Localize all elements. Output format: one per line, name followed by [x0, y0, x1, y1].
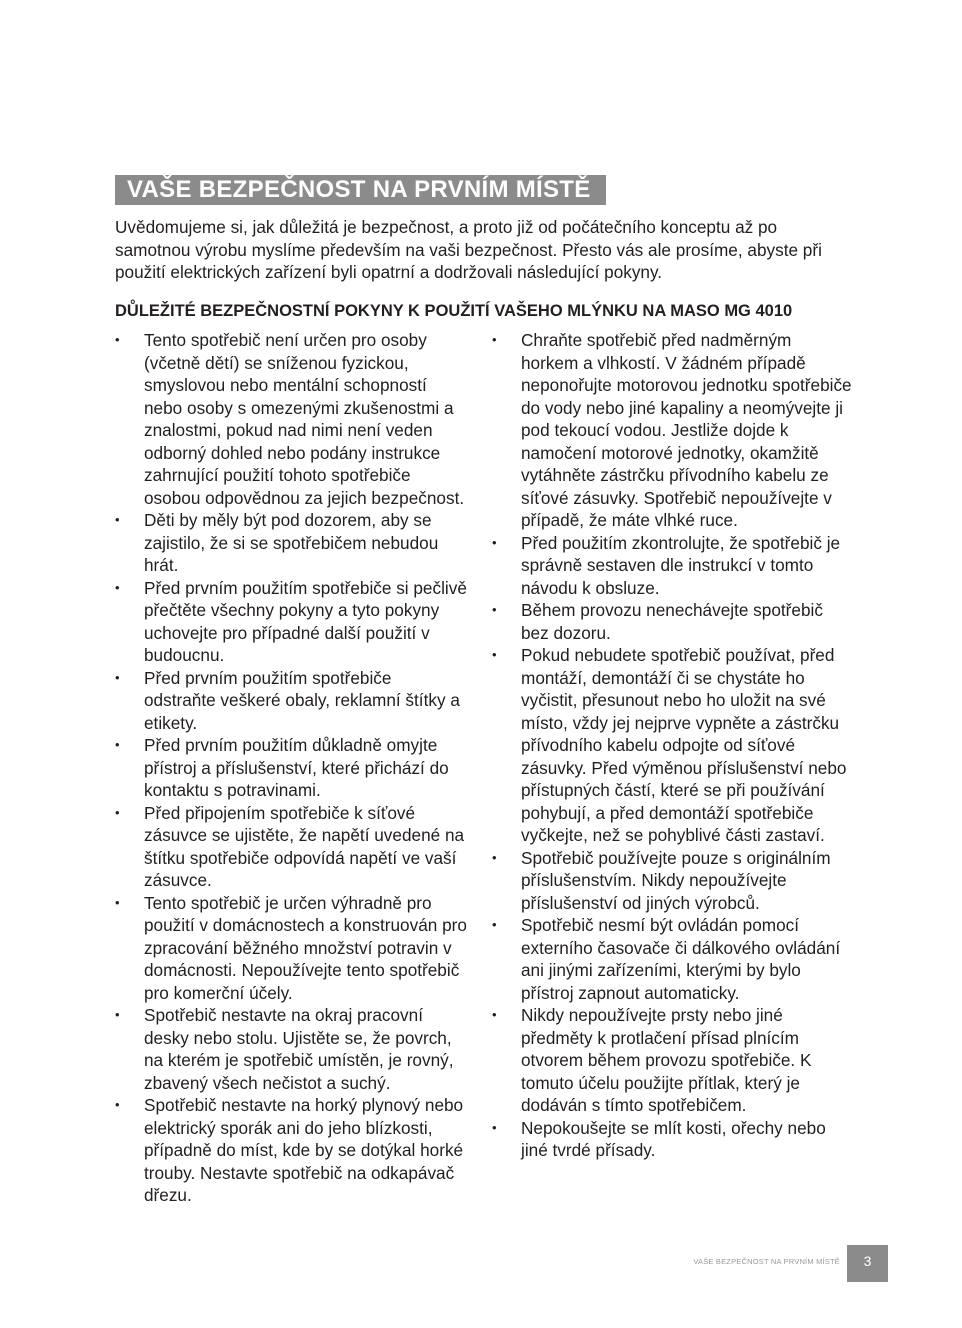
- list-item-text: Nepokoušejte se mlít kosti, ořechy nebo jiné tvrdé přísady.: [521, 1117, 826, 1160]
- bullet-icon: •: [492, 1007, 497, 1022]
- bullet-icon: •: [492, 534, 497, 550]
- section-title-banner: [115, 175, 606, 205]
- list-item: [115, 667, 467, 735]
- bullet-icon: •: [115, 894, 120, 910]
- bullet-icon: •: [492, 849, 497, 865]
- section-title: VAŠE BEZPEČNOST NA PRVNÍM MÍSTĚ: [127, 176, 591, 203]
- list-item: [115, 509, 467, 577]
- list-item: [492, 532, 852, 600]
- intro-paragraph: Uvědomujeme si, jak důležitá je bezpečnost, a proto již od počátečního konceptu až po samotnou výrobu myslíme především na vaši bezpečnost. Přesto vás ale prosíme, abyste při použití elektrických zařízení byli opatrní a dodržovali následující pokyny.: [115, 217, 822, 282]
- list-item-text: Spotřebič nestavte na horký plynový nebo elektrický sporák ani do jeho blízkosti, případně do míst, kde by se dotýkal horké trouby. Nestavte spotřebič na odkapávač dřezu.: [144, 1095, 464, 1205]
- bullet-icon: •: [115, 579, 120, 595]
- footer-section-label: VAŠE BEZPEČNOST NA PRVNÍM MÍSTĚ: [693, 1257, 840, 1266]
- list-item-text: Spotřebič používejte pouze s originálním příslušenstvím. Nikdy nepoužívejte příslušenství od jiných výrobců.: [521, 847, 831, 913]
- list-item: [115, 577, 467, 667]
- bullet-icon: •: [115, 1097, 120, 1112]
- list-item: [115, 802, 467, 892]
- list-item: [492, 1117, 852, 1162]
- bullet-icon: •: [115, 332, 120, 347]
- list-item: [492, 644, 852, 847]
- bullet-icon: •: [492, 1119, 497, 1135]
- list-item: [115, 329, 467, 509]
- bullet-icon: •: [115, 512, 120, 527]
- bullet-icon: •: [492, 647, 497, 662]
- list-item-text: Před prvním použitím spotřebiče si pečlivě přečtěte všechny pokyny a tyto pokyny uchovejte pro případné další použití v budoucnu.: [144, 577, 467, 665]
- bullet-icon: •: [492, 332, 497, 347]
- list-item: [492, 329, 852, 532]
- bullet-icon: •: [115, 804, 120, 820]
- list-item: [115, 1004, 467, 1094]
- list-item-text: Nikdy nepoužívejte prsty nebo jiné předměty k protlačení přísad plnícím otvorem během provozu spotřebiče. K tomuto účelu použijte přítlak, který je dodáván s tímto spotřebičem.: [521, 1005, 812, 1115]
- list-item-text: Spotřebič nestavte na okraj pracovní desky nebo stolu. Ujistěte se, že povrch, na kterém je spotřebič umístěn, je rovný, zbavený všech nečistot a suchý.: [144, 1005, 454, 1093]
- list-item: [115, 892, 467, 1005]
- list-item-text: Pokud nebudete spotřebič používat, před montáží, demontáží či se chystáte ho vyčistit, přesunout nebo ho uložit na své místo, vždy jej nejprve vypněte a zástrčku přívodního kabelu odpojte od síťové zásuvky. Před výměnou příslušenství nebo přístupných částí, které se při používání pohybují, a před demontáží spotřebiče vyčkejte, než se pohyblivé části zastaví.: [521, 645, 847, 845]
- list-item-text: Chraňte spotřebič před nadměrným horkem a vlhkostí. V žádném případě neponořujte motorovou jednotku spotřebiče do vody nebo jiné kapaliny a neomývejte ji pod tekoucí vodou. Jestliže dojde k namočení motorové jednotky, okamžitě vytáhněte zástrčku přívodního kabelu ze síťové zásuvky. Spotřebič nepoužívejte v případě, že máte vlhké ruce.: [521, 330, 852, 530]
- list-item-text: Před prvním použitím spotřebiče odstraňte veškeré obaly, reklamní štítky a etikety.: [144, 667, 460, 733]
- list-item: [115, 1094, 467, 1207]
- list-item: [492, 599, 852, 644]
- bullet-icon: •: [115, 669, 120, 685]
- list-item-text: Tento spotřebič je určen výhradně pro použití v domácnostech a konstruován pro zpracování běžného množství potravin v domácnosti. Nepoužívejte tento spotřebič pro komerční účely.: [144, 892, 467, 1003]
- page-number: 3: [847, 1245, 888, 1282]
- safety-instructions-heading: DŮLEŽITÉ BEZPEČNOSTNÍ POKYNY K POUŽITÍ VAŠEHO MLÝNKU NA MASO MG 4010: [115, 302, 793, 320]
- list-item-text: Během provozu nenechávejte spotřebič bez dozoru.: [521, 600, 823, 643]
- list-item: [492, 847, 852, 915]
- list-item-text: Před prvním použitím důkladně omyjte přístroj a příslušenství, které přichází do kontaktu s potravinami.: [144, 735, 449, 800]
- bullet-icon: •: [492, 602, 497, 617]
- right-instructions-list: [492, 329, 852, 1162]
- list-item-text: Před připojením spotřebiče k síťové zásuvce se ujistěte, že napětí uvedené na štítku spotřebiče odpovídá napětí ve vaší zásuvce.: [144, 802, 465, 890]
- bullet-icon: •: [115, 1007, 120, 1022]
- left-instructions-list: [115, 329, 467, 1207]
- list-item-text: Děti by měly být pod dozorem, aby se zajistilo, že si se spotřebičem nebudou hrát.: [144, 510, 439, 575]
- list-item-text: Spotřebič nesmí být ovládán pomocí externího časovače či dálkového ovládání ani jinými zařízeními, kterými by bylo přístroj zapnout automaticky.: [521, 915, 841, 1003]
- list-item: [115, 734, 467, 802]
- bullet-icon: •: [115, 737, 120, 752]
- bullet-icon: •: [492, 917, 497, 932]
- list-item: [492, 914, 852, 1004]
- list-item-text: Tento spotřebič není určen pro osoby (včetně dětí) se sníženou fyzickou, smyslovou nebo mentální schopností nebo osoby s omezenými zkušenostmi a znalostmi, pokud nad nimi není veden odborný dohled nebo podány instrukce zahrnující použití tohoto spotřebiče osobou odpovědnou za jejich bezpečnost.: [144, 330, 465, 508]
- list-item-text: Před použitím zkontrolujte, že spotřebič je správně sestaven dle instrukcí v tomto návodu k obsluze.: [521, 532, 841, 598]
- list-item: [492, 1004, 852, 1117]
